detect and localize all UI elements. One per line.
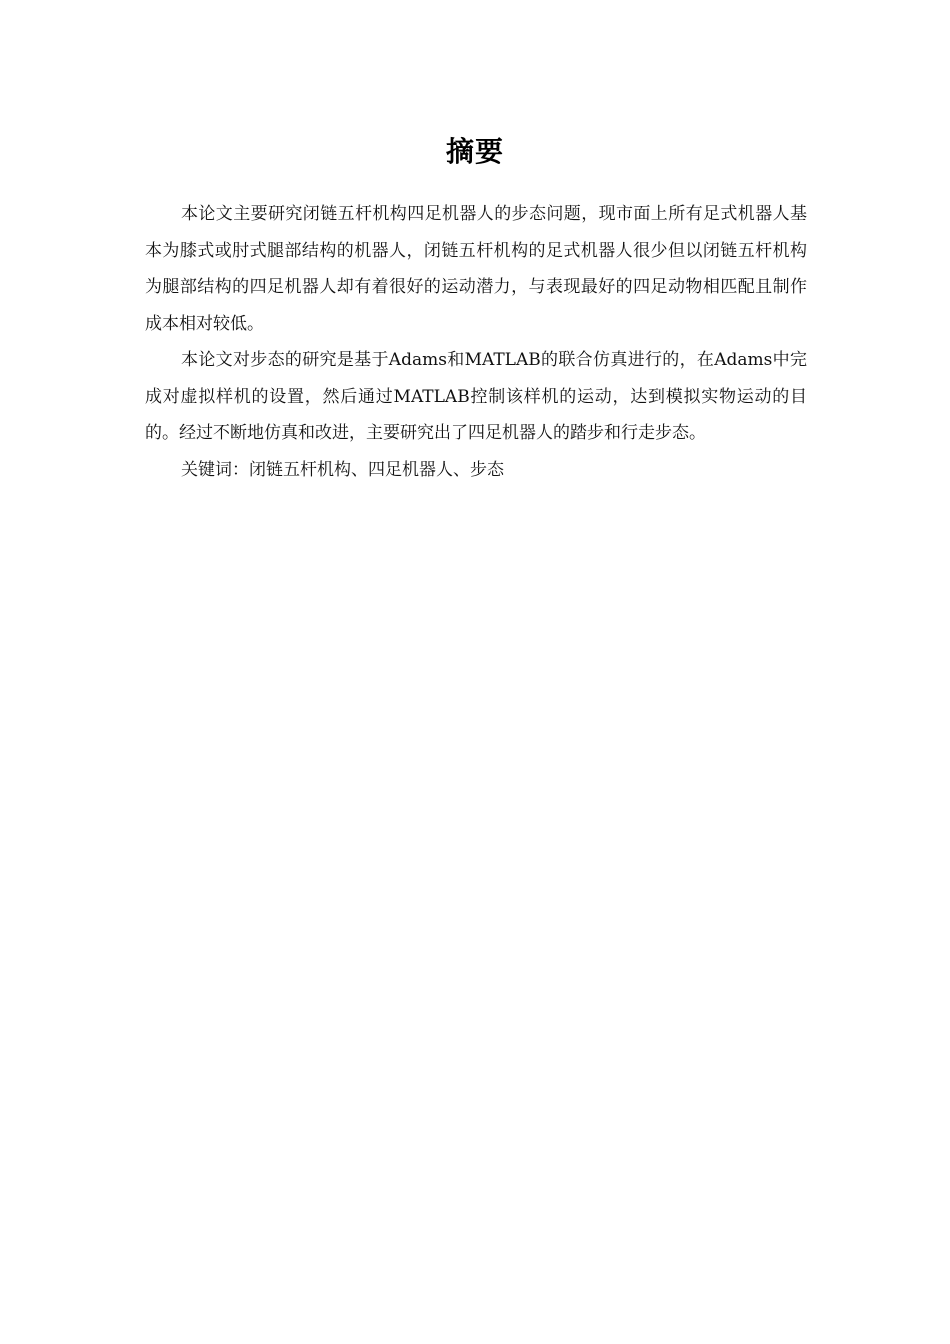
page-title: 摘要 [445,135,504,168]
abstract-paragraph-2: 本论文对步态的研究是基于Adams和MATLAB的联合仿真进行的，在Adams中完成对虚拟样机的设置，然后通过MATLAB控制该样机的运动，达到模拟实物运动的目的。经过不断地仿真和改进，主要研究出了四足机器人的踏步和行走步态。 [145,350,807,443]
abstract-body [145,196,807,488]
abstract-paragraph-1: 本论文主要研究闭链五杆机构四足机器人的步态问题，现市面上所有足式机器人基本为膝式或肘式腿部结构的机器人，闭链五杆机构的足式机器人很少但以闭链五杆机构为腿部结构的四足机器人却有着很好的运动潜力，与表现最好的四足动物相匹配且制作成本相对较低。 [145,204,807,334]
keywords-line: 关键词：闭链五杆机构、四足机器人、步态 [181,459,504,480]
